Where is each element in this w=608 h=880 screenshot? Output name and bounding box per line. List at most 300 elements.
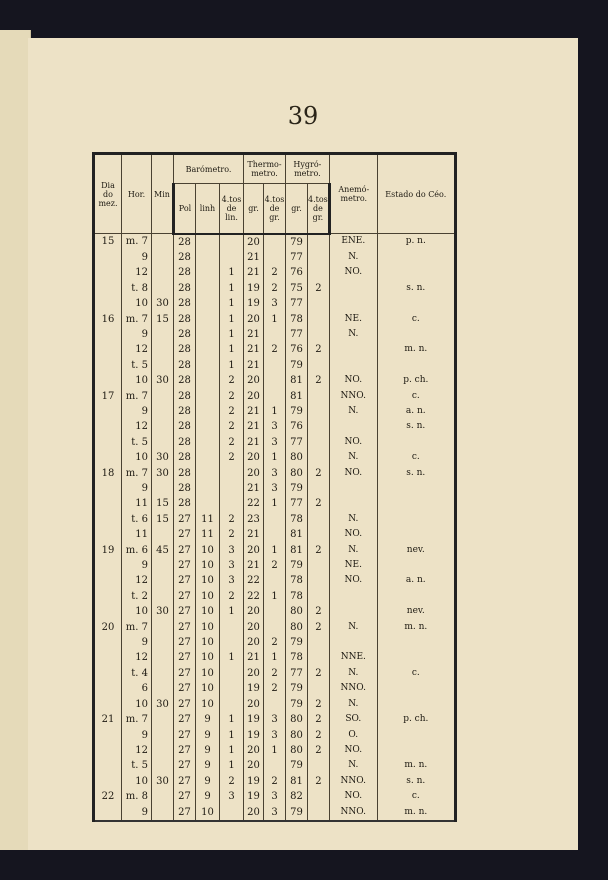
table-row <box>94 774 456 789</box>
table-row <box>94 620 456 635</box>
cell-hour: m. 6 <box>122 543 152 558</box>
cell-anemometer: N. <box>329 543 377 558</box>
cell-minute <box>152 805 174 821</box>
cell-anemometer: ENE. <box>329 234 377 250</box>
cell-anemometer: NNO. <box>329 774 377 789</box>
cell-day <box>94 512 122 527</box>
cell-anemometer: SO. <box>329 712 377 727</box>
cell-anemometer: NNO. <box>329 389 377 404</box>
cell-quartos-lin: 1 <box>220 327 244 342</box>
cell-thermo-gr: 20 <box>244 743 264 758</box>
cell-minute: 30 <box>152 450 174 465</box>
cell-thermo-quartos <box>264 327 286 342</box>
cell-sky-state: nev. <box>377 543 455 558</box>
cell-thermo-gr: 20 <box>244 466 264 481</box>
cell-sky-state: s. n. <box>377 281 455 296</box>
cell-sky-state: nev. <box>377 604 455 619</box>
cell-hour: m. 8 <box>122 789 152 804</box>
cell-minute <box>152 404 174 419</box>
cell-lin: 11 <box>196 527 220 542</box>
cell-quartos-lin: 1 <box>220 743 244 758</box>
cell-minute <box>152 250 174 265</box>
cell-hygro-quartos: 2 <box>308 666 330 681</box>
cell-hygro-quartos <box>308 481 330 496</box>
table-row <box>94 558 456 573</box>
cell-thermo-quartos: 2 <box>264 681 286 696</box>
cell-hygro-quartos <box>308 512 330 527</box>
cell-thermo-gr: 20 <box>244 234 264 250</box>
cell-minute <box>152 666 174 681</box>
cell-thermo-gr: 21 <box>244 558 264 573</box>
cell-hour: 9 <box>122 728 152 743</box>
cell-day <box>94 450 122 465</box>
table-row <box>94 358 456 373</box>
cell-pol: 27 <box>174 620 196 635</box>
cell-hygro-gr: 77 <box>286 666 308 681</box>
table-row <box>94 573 456 588</box>
header-quartos-lin: 4.tos de lin. <box>220 184 244 234</box>
cell-minute <box>152 435 174 450</box>
cell-thermo-quartos: 1 <box>264 312 286 327</box>
cell-thermo-gr: 20 <box>244 758 264 773</box>
cell-lin: 10 <box>196 697 220 712</box>
cell-quartos-lin: 2 <box>220 373 244 388</box>
cell-lin: 9 <box>196 789 220 804</box>
cell-sky-state: c. <box>377 450 455 465</box>
cell-quartos-lin <box>220 496 244 511</box>
cell-hygro-quartos <box>308 250 330 265</box>
header-thermo-quartos: 4.tos de gr. <box>264 184 286 234</box>
cell-anemometer: NE. <box>329 558 377 573</box>
cell-thermo-quartos: 3 <box>264 728 286 743</box>
cell-anemometer: N. <box>329 512 377 527</box>
cell-hour: t. 8 <box>122 281 152 296</box>
table-row <box>94 327 456 342</box>
cell-hygro-quartos <box>308 358 330 373</box>
cell-thermo-gr: 20 <box>244 604 264 619</box>
cell-lin <box>196 296 220 311</box>
cell-thermo-quartos: 2 <box>264 342 286 357</box>
cell-day: 20 <box>94 620 122 635</box>
table-row <box>94 666 456 681</box>
cell-thermo-quartos: 3 <box>264 419 286 434</box>
cell-quartos-lin: 3 <box>220 789 244 804</box>
cell-hygro-quartos: 2 <box>308 281 330 296</box>
cell-day <box>94 728 122 743</box>
cell-quartos-lin <box>220 250 244 265</box>
cell-thermo-gr: 19 <box>244 712 264 727</box>
cell-quartos-lin <box>220 697 244 712</box>
cell-minute <box>152 358 174 373</box>
header-pol: Pol <box>174 184 196 234</box>
cell-quartos-lin: 1 <box>220 358 244 373</box>
cell-minute <box>152 419 174 434</box>
header-minute: Min <box>152 154 174 234</box>
cell-hygro-quartos: 2 <box>308 743 330 758</box>
header-hygro-quartos: 4.tos de gr. <box>308 184 330 234</box>
cell-hygro-quartos <box>308 650 330 665</box>
table-row <box>94 496 456 511</box>
cell-anemometer: NO. <box>329 789 377 804</box>
cell-hygro-gr: 79 <box>286 358 308 373</box>
cell-anemometer: NO. <box>329 527 377 542</box>
cell-lin <box>196 389 220 404</box>
cell-pol: 28 <box>174 481 196 496</box>
cell-hour: 12 <box>122 419 152 434</box>
cell-sky-state: c. <box>377 789 455 804</box>
cell-sky-state: c. <box>377 312 455 327</box>
cell-quartos-lin: 3 <box>220 573 244 588</box>
cell-hour: 12 <box>122 650 152 665</box>
cell-thermo-quartos: 2 <box>264 635 286 650</box>
table-row <box>94 296 456 311</box>
table-row <box>94 635 456 650</box>
cell-day: 18 <box>94 466 122 481</box>
cell-pol: 27 <box>174 527 196 542</box>
cell-anemometer: N. <box>329 697 377 712</box>
cell-hour: t. 5 <box>122 358 152 373</box>
cell-pol: 27 <box>174 650 196 665</box>
cell-lin <box>196 450 220 465</box>
cell-hygro-quartos <box>308 404 330 419</box>
cell-thermo-gr: 22 <box>244 496 264 511</box>
cell-day <box>94 327 122 342</box>
table-body <box>94 234 456 821</box>
cell-minute: 30 <box>152 697 174 712</box>
cell-lin <box>196 466 220 481</box>
cell-hygro-quartos <box>308 234 330 250</box>
cell-thermo-gr: 21 <box>244 342 264 357</box>
cell-thermo-gr: 19 <box>244 681 264 696</box>
cell-pol: 28 <box>174 327 196 342</box>
cell-minute <box>152 327 174 342</box>
cell-thermo-quartos: 3 <box>264 712 286 727</box>
cell-anemometer <box>329 342 377 357</box>
cell-hour: t. 5 <box>122 435 152 450</box>
cell-lin: 10 <box>196 543 220 558</box>
cell-thermo-gr: 21 <box>244 481 264 496</box>
table-row <box>94 589 456 604</box>
cell-hygro-gr: 80 <box>286 712 308 727</box>
cell-hour: 9 <box>122 250 152 265</box>
cell-pol: 28 <box>174 435 196 450</box>
cell-thermo-gr: 20 <box>244 373 264 388</box>
cell-quartos-lin: 1 <box>220 758 244 773</box>
cell-day <box>94 404 122 419</box>
cell-anemometer <box>329 481 377 496</box>
cell-minute <box>152 728 174 743</box>
cell-thermo-quartos: 2 <box>264 265 286 280</box>
table-row <box>94 373 456 388</box>
cell-hygro-quartos: 2 <box>308 728 330 743</box>
cell-hour: m. 7 <box>122 620 152 635</box>
cell-anemometer <box>329 496 377 511</box>
cell-sky-state <box>377 650 455 665</box>
table-row <box>94 250 456 265</box>
cell-thermo-quartos: 1 <box>264 496 286 511</box>
header-hygro-gr: gr. <box>286 184 308 234</box>
cell-hygro-gr: 78 <box>286 312 308 327</box>
cell-thermo-gr: 19 <box>244 728 264 743</box>
cell-hour: t. 2 <box>122 589 152 604</box>
table-row <box>94 527 456 542</box>
cell-anemometer: NO. <box>329 435 377 450</box>
cell-day: 22 <box>94 789 122 804</box>
cell-pol: 28 <box>174 389 196 404</box>
cell-day <box>94 496 122 511</box>
cell-quartos-lin <box>220 620 244 635</box>
cell-minute: 15 <box>152 512 174 527</box>
cell-hour: 10 <box>122 450 152 465</box>
cell-anemometer: N. <box>329 666 377 681</box>
header-thermometer: Thermo-metro. <box>244 154 286 184</box>
table-row <box>94 697 456 712</box>
header-barometer: Barómetro. <box>174 154 244 184</box>
cell-hygro-gr: 79 <box>286 681 308 696</box>
cell-hygro-quartos <box>308 527 330 542</box>
cell-thermo-gr: 21 <box>244 404 264 419</box>
cell-minute: 30 <box>152 373 174 388</box>
cell-hygro-quartos <box>308 558 330 573</box>
cell-thermo-gr: 21 <box>244 527 264 542</box>
header-hour: Hor. <box>122 154 152 234</box>
table-row <box>94 543 456 558</box>
cell-pol: 27 <box>174 758 196 773</box>
cell-hour: m. 7 <box>122 712 152 727</box>
cell-lin: 9 <box>196 774 220 789</box>
cell-pol: 27 <box>174 604 196 619</box>
cell-hygro-gr: 79 <box>286 635 308 650</box>
cell-hour: m. 7 <box>122 312 152 327</box>
cell-quartos-lin: 2 <box>220 435 244 450</box>
cell-hour: 11 <box>122 496 152 511</box>
cell-quartos-lin <box>220 666 244 681</box>
cell-lin: 9 <box>196 712 220 727</box>
cell-hygro-gr: 75 <box>286 281 308 296</box>
cell-lin <box>196 419 220 434</box>
cell-sky-state <box>377 728 455 743</box>
cell-sky-state <box>377 527 455 542</box>
cell-sky-state: c. <box>377 666 455 681</box>
cell-day: 17 <box>94 389 122 404</box>
cell-quartos-lin: 2 <box>220 450 244 465</box>
cell-hygro-quartos: 2 <box>308 620 330 635</box>
cell-anemometer: O. <box>329 728 377 743</box>
table-row <box>94 650 456 665</box>
cell-sky-state <box>377 496 455 511</box>
cell-hygro-quartos: 2 <box>308 697 330 712</box>
cell-thermo-quartos <box>264 620 286 635</box>
cell-minute: 45 <box>152 543 174 558</box>
cell-hygro-gr: 81 <box>286 774 308 789</box>
cell-anemometer <box>329 589 377 604</box>
cell-lin <box>196 250 220 265</box>
cell-thermo-gr: 21 <box>244 419 264 434</box>
cell-quartos-lin: 1 <box>220 728 244 743</box>
cell-hygro-gr: 76 <box>286 419 308 434</box>
cell-hygro-quartos: 2 <box>308 712 330 727</box>
cell-minute <box>152 712 174 727</box>
cell-day <box>94 527 122 542</box>
cell-anemometer <box>329 419 377 434</box>
cell-hour: 11 <box>122 527 152 542</box>
cell-thermo-quartos: 1 <box>264 450 286 465</box>
cell-thermo-gr: 20 <box>244 312 264 327</box>
weather-table <box>92 152 457 822</box>
cell-thermo-gr: 20 <box>244 389 264 404</box>
cell-pol: 27 <box>174 558 196 573</box>
cell-thermo-quartos <box>264 604 286 619</box>
cell-pol: 27 <box>174 728 196 743</box>
cell-hour: 9 <box>122 327 152 342</box>
cell-hygro-quartos <box>308 312 330 327</box>
cell-hygro-gr: 78 <box>286 589 308 604</box>
cell-thermo-gr: 20 <box>244 620 264 635</box>
cell-minute <box>152 743 174 758</box>
cell-minute <box>152 481 174 496</box>
cell-hygro-gr: 82 <box>286 789 308 804</box>
cell-pol: 28 <box>174 234 196 250</box>
cell-thermo-gr: 21 <box>244 435 264 450</box>
table-row <box>94 604 456 619</box>
cell-quartos-lin <box>220 481 244 496</box>
cell-lin: 9 <box>196 743 220 758</box>
cell-sky-state: m. n. <box>377 758 455 773</box>
cell-lin <box>196 342 220 357</box>
header-thermo-gr: gr. <box>244 184 264 234</box>
table-row <box>94 265 456 280</box>
cell-hour: 9 <box>122 481 152 496</box>
cell-thermo-quartos <box>264 358 286 373</box>
cell-hygro-gr: 79 <box>286 758 308 773</box>
cell-sky-state: p. ch. <box>377 712 455 727</box>
cell-hour: m. 7 <box>122 466 152 481</box>
cell-day: 15 <box>94 234 122 250</box>
cell-sky-state: s. n. <box>377 774 455 789</box>
cell-lin: 10 <box>196 604 220 619</box>
cell-day: 19 <box>94 543 122 558</box>
cell-day <box>94 743 122 758</box>
cell-quartos-lin: 2 <box>220 389 244 404</box>
cell-thermo-gr: 19 <box>244 281 264 296</box>
cell-day <box>94 481 122 496</box>
cell-thermo-gr: 22 <box>244 589 264 604</box>
cell-hygro-quartos: 2 <box>308 604 330 619</box>
cell-hygro-quartos <box>308 265 330 280</box>
cell-sky-state: s. n. <box>377 419 455 434</box>
cell-hygro-quartos <box>308 327 330 342</box>
cell-thermo-gr: 20 <box>244 635 264 650</box>
cell-lin: 9 <box>196 728 220 743</box>
cell-hour: 9 <box>122 404 152 419</box>
cell-sky-state: a. n. <box>377 573 455 588</box>
cell-pol: 28 <box>174 265 196 280</box>
cell-day <box>94 650 122 665</box>
cell-anemometer: N. <box>329 327 377 342</box>
cell-thermo-quartos <box>264 697 286 712</box>
cell-day <box>94 265 122 280</box>
cell-pol: 27 <box>174 573 196 588</box>
table-row <box>94 281 456 296</box>
cell-hygro-gr: 77 <box>286 250 308 265</box>
cell-thermo-quartos: 1 <box>264 404 286 419</box>
cell-hygro-gr: 80 <box>286 466 308 481</box>
cell-anemometer: N. <box>329 450 377 465</box>
cell-lin <box>196 265 220 280</box>
cell-minute <box>152 389 174 404</box>
cell-sky-state <box>377 327 455 342</box>
cell-sky-state: s. n. <box>377 466 455 481</box>
cell-anemometer: N. <box>329 620 377 635</box>
cell-quartos-lin <box>220 805 244 821</box>
table-row <box>94 342 456 357</box>
cell-quartos-lin: 2 <box>220 527 244 542</box>
cell-lin <box>196 435 220 450</box>
table-row <box>94 389 456 404</box>
cell-thermo-quartos <box>264 573 286 588</box>
cell-day <box>94 558 122 573</box>
cell-pol: 27 <box>174 635 196 650</box>
cell-hygro-quartos: 2 <box>308 774 330 789</box>
cell-anemometer: NO. <box>329 466 377 481</box>
cell-hygro-gr: 81 <box>286 527 308 542</box>
cell-day <box>94 774 122 789</box>
cell-hygro-gr: 80 <box>286 743 308 758</box>
cell-pol: 28 <box>174 342 196 357</box>
cell-hygro-quartos <box>308 758 330 773</box>
cell-pol: 27 <box>174 712 196 727</box>
cell-thermo-gr: 21 <box>244 265 264 280</box>
table-row <box>94 681 456 696</box>
cell-minute <box>152 635 174 650</box>
cell-sky-state <box>377 250 455 265</box>
cell-anemometer: NNE. <box>329 650 377 665</box>
cell-thermo-quartos: 3 <box>264 481 286 496</box>
cell-hygro-quartos <box>308 789 330 804</box>
cell-quartos-lin: 1 <box>220 265 244 280</box>
cell-thermo-gr: 21 <box>244 650 264 665</box>
cell-thermo-gr: 19 <box>244 774 264 789</box>
cell-pol: 27 <box>174 681 196 696</box>
cell-thermo-quartos <box>264 250 286 265</box>
cell-lin: 10 <box>196 650 220 665</box>
table-row <box>94 312 456 327</box>
cell-hygro-quartos <box>308 450 330 465</box>
cell-quartos-lin: 1 <box>220 650 244 665</box>
cell-lin <box>196 281 220 296</box>
cell-sky-state <box>377 697 455 712</box>
cell-thermo-gr: 21 <box>244 327 264 342</box>
cell-day: 21 <box>94 712 122 727</box>
cell-day <box>94 281 122 296</box>
cell-anemometer <box>329 296 377 311</box>
cell-anemometer: NO. <box>329 265 377 280</box>
cell-sky-state: p. ch. <box>377 373 455 388</box>
cell-sky-state <box>377 743 455 758</box>
cell-pol: 28 <box>174 373 196 388</box>
cell-hygro-gr: 80 <box>286 450 308 465</box>
cell-anemometer: NO. <box>329 373 377 388</box>
cell-lin: 10 <box>196 681 220 696</box>
cell-hygro-gr: 79 <box>286 697 308 712</box>
cell-hour: 9 <box>122 558 152 573</box>
cell-anemometer: NNO. <box>329 805 377 821</box>
table-row <box>94 805 456 821</box>
cell-thermo-quartos <box>264 512 286 527</box>
cell-anemometer <box>329 281 377 296</box>
cell-hygro-gr: 76 <box>286 265 308 280</box>
cell-pol: 27 <box>174 543 196 558</box>
